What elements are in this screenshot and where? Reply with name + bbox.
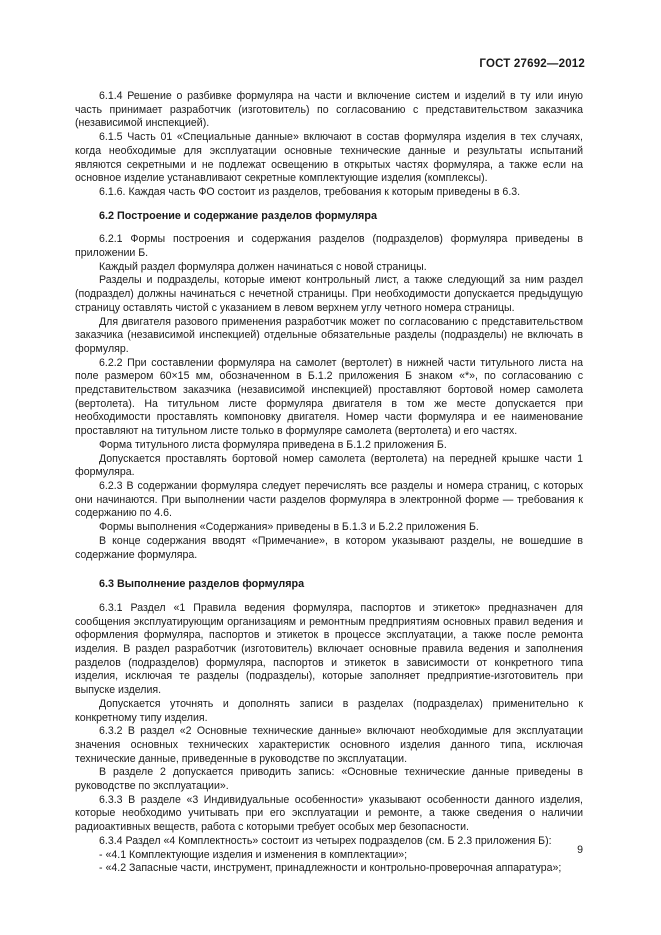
paragraph: В конце содержания вводят «Примечание», в котором указывают разделы, не вошедшие в содержание формуляра. bbox=[75, 534, 583, 561]
list-item: - «4.1 Комплектующие изделия и изменения в комплектации»; bbox=[99, 848, 408, 861]
document-body bbox=[75, 90, 583, 876]
paragraph-6-3-3: 6.3.3 В разделе «3 Индивидуальные особенности» указывают особенности данного изделия, которые необходимо учитывать при его эксплуатации и ремонте, а также сведения о наличии радиоактивных веществ, работа с которыми требует особых мер безопасности. bbox=[75, 793, 583, 834]
paragraph: Форма титульного листа формуляра приведена в Б.1.2 приложения Б. bbox=[99, 438, 447, 451]
paragraph: Допускается уточнять и дополнять записи в разделах (подразделах) применительно к конкретному типу изделия. bbox=[75, 697, 583, 724]
paragraph: Разделы и подразделы, которые имеют контрольный лист, а также следующий за ним раздел (подраздел) должны начинаться с нечетной страницы. При необходимости допускается предыдущую страницу оставлять чистой с указанием в левом верхнем углу четного номера страницы. bbox=[75, 274, 583, 314]
document-header: ГОСТ 27692—2012 bbox=[479, 58, 585, 70]
paragraph-6-1-5: 6.1.5 Часть 01 «Специальные данные» включают в состав формуляра изделия в тех случаях, когда необходимые для эксплуатации основные технические данные и результаты испытаний являются секретными и не подлежат освещению в открытых частях формуляра, а также если на основное изделие устанавливают секретные комплектующие изделия (комплексы). bbox=[75, 131, 583, 185]
paragraph: Каждый раздел формуляра должен начинаться с новой страницы. bbox=[99, 260, 427, 273]
paragraph-6-2-3: 6.2.3 В содержании формуляра следует перечислять все разделы и номера страниц, с которых они начинаются. При выполнении части разделов формуляра в электронной форме — требования к содержанию по 4.6. bbox=[75, 479, 583, 520]
paragraph-6-2-2: 6.2.2 При составлении формуляра на самолет (вертолет) в нижней части титульного листа на поле размером 60×15 мм, обозначенном в Б.1.2 приложения Б знаком «*», по согласованию с представительством заказчика (независимой инспекцией) проставляют бортовой номер самолета (вертолета). На титульном листе формуляра двигателя в том же месте допускается при необходимости проставлять компоновку двигателя. Номер части формуляра и ее наименование проставляют на титульном листе только в формуляре самолета (вертолета) и его частях. bbox=[75, 356, 583, 438]
paragraph-6-3-2: 6.3.2 В раздел «2 Основные технические данные» включают необходимые для эксплуатации значения основных технических характеристик основного изделия данного типа, исключая технические данные, приведенные в руководстве по эксплуатации. bbox=[75, 725, 583, 765]
paragraph: В разделе 2 допускается приводить запись: «Основные технические данные приведены в руководстве по эксплуатации». bbox=[75, 766, 583, 793]
list-item: - «4.2 Запасные части, инструмент, принадлежности и контрольно-проверочная аппаратура»; bbox=[99, 862, 562, 875]
paragraph-6-2-1: 6.2.1 Формы построения и содержания разделов (подразделов) формуляра приведены в приложении Б. bbox=[75, 233, 583, 260]
paragraph-6-3-4: 6.3.4 Раздел «4 Комплектность» состоит из четырех подразделов (см. Б 2.3 приложения Б): bbox=[99, 834, 552, 847]
section-heading-6-2: 6.2 Построение и содержание разделов формуляра bbox=[99, 209, 377, 222]
paragraph: Допускается проставлять бортовой номер самолета (вертолета) на передней крышке части 1 формуляра. bbox=[75, 452, 583, 479]
paragraph: Для двигателя разового применения разработчик может по согласованию с представительством заказчика (независимой инспекцией) отдельные обязательные разделы (подразделы) не включать в формуляр. bbox=[75, 315, 583, 355]
section-heading-6-3: 6.3 Выполнение разделов формуляра bbox=[99, 578, 305, 591]
paragraph: Формы выполнения «Содержания» приведены в Б.1.3 и Б.2.2 приложения Б. bbox=[99, 521, 479, 534]
paragraph-6-1-4: 6.1.4 Решение о разбивке формуляра на части и включение систем и изделий в ту или иную часть принимает разработчик (изготовитель) по согласованию с представительством заказчика (независимой инспекцией). bbox=[75, 90, 583, 130]
paragraph-6-1-6: 6.1.6. Каждая часть ФО состоит из разделов, требования к которым приведены в 6.3. bbox=[99, 185, 521, 198]
paragraph-6-3-1: 6.3.1 Раздел «1 Правила ведения формуляра, паспортов и этикеток» предназначен для сообщения эксплуатирующим организациям и ремонтным предприятиям основных правил ведения и оформления формуляра, паспортов и этикеток в процессе эксплуатации, а также после ремонта изделия. В раздел разработчик (изготовитель) включает основные правила ведения и заполнения разделов (подразделов) формуляра, паспортов и этикеток в зависимости от конкретного типа изделия, исключая те разделы (подразделы), которые заполняет предприятие-изготовитель при выпуске изделия. bbox=[75, 601, 583, 697]
page-number: 9 bbox=[577, 844, 583, 856]
